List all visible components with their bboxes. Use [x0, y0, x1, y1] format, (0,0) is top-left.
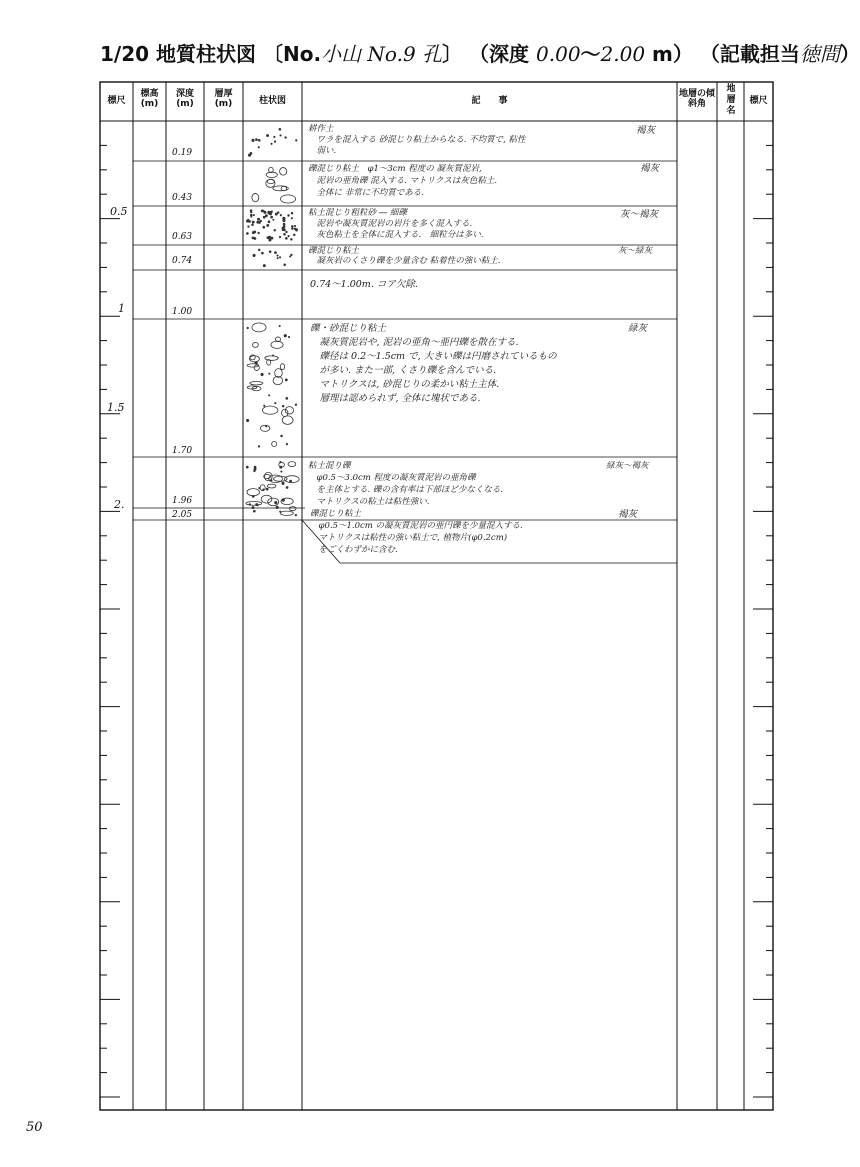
column-grain: [255, 361, 257, 363]
depth-label: （深度: [469, 42, 530, 66]
column-grain: [271, 480, 272, 481]
column-grain: [285, 379, 287, 381]
layer-description: 礫混じり粘土 φ1～3cm 程度の 凝灰質泥岩, 泥岩の亜角礫 混入する. マトリクスは灰色粘土. 全体に 非常に不均質である.: [308, 164, 498, 198]
depth-from: 0.00: [536, 42, 581, 66]
column-grain: [252, 507, 254, 509]
column-pebble: [280, 168, 287, 176]
column-pebble: [280, 195, 295, 203]
layer-color: 褐灰: [618, 509, 638, 520]
depth-value: 1.96: [172, 496, 193, 506]
scale-label: 0.5: [110, 205, 128, 218]
column-grain: [275, 213, 277, 215]
column-grain: [248, 226, 250, 228]
scale-label: 2.: [114, 498, 125, 511]
column-pebble: [267, 484, 276, 488]
column-pebble: [289, 507, 296, 511]
column-pebble: [249, 356, 259, 362]
column-pebble: [261, 495, 272, 503]
column-grain: [271, 237, 273, 239]
depth-sep: ～: [580, 42, 601, 66]
column-grain: [286, 487, 288, 489]
layer-color: 緑灰～褐灰: [606, 461, 649, 471]
column-grain: [277, 255, 278, 256]
column-grain: [252, 139, 254, 141]
column-grain: [253, 215, 254, 216]
column-pebble: [254, 365, 259, 370]
column-grain: [283, 219, 285, 221]
column-grain: [256, 139, 258, 141]
column-pebble: [253, 342, 259, 347]
column-grain: [279, 128, 281, 130]
column-grain: [291, 218, 292, 219]
column-pebble: [247, 364, 258, 367]
column-grain: [280, 466, 282, 468]
column-grain: [266, 134, 268, 136]
column-grain: [265, 426, 266, 427]
column-grain: [263, 489, 264, 490]
column-grain: [266, 488, 268, 490]
column-grain: [269, 239, 271, 241]
header-dip: 地層の傾斜角: [679, 89, 716, 109]
column-grain: [294, 228, 296, 230]
column-grain: [292, 228, 294, 230]
layer-description: 0.74～1.00m. コア欠除.: [310, 279, 418, 290]
layer-description: 礫混じり粘土 凝灰岩のくさり礫を少量含む 粘着性の強い粘土.: [308, 246, 501, 266]
column-grain: [288, 215, 290, 217]
column-grain: [291, 212, 293, 214]
column-grain: [271, 211, 273, 213]
column-grain: [275, 403, 276, 404]
column-grain: [269, 251, 271, 253]
column-grain: [286, 397, 288, 399]
column-grain: [272, 355, 273, 356]
recorder-name: 徳間: [799, 42, 840, 66]
depth-value: 2.05: [172, 510, 193, 520]
column-grain: [295, 514, 297, 516]
column-grain: [280, 461, 281, 462]
column-grain: [261, 373, 263, 375]
column-grain: [288, 336, 289, 337]
layer-color: 褐灰: [636, 125, 656, 136]
title-label: 地質柱状図: [156, 42, 257, 66]
column-grain: [280, 215, 281, 216]
column-grain: [249, 504, 251, 506]
column-pebble: [282, 416, 293, 424]
no-open: 〔No.: [263, 42, 322, 66]
column-grain: [264, 405, 265, 406]
column-grain: [252, 221, 254, 223]
column-pebble: [250, 382, 263, 385]
header-formation: 地層名: [726, 84, 736, 116]
layer-color: 褐灰: [640, 163, 660, 174]
header-column: 柱状図: [258, 96, 286, 106]
column-grain: [284, 335, 286, 337]
column-pebble: [285, 407, 293, 414]
header-description: 記 事: [471, 96, 508, 106]
column-grain: [295, 404, 296, 405]
layer-description: 礫混じり粘土 φ0.5～1.0cm の凝灰質泥岩の亜円礫を少量混入する. マトリクスは粘性の強い粘土で, 植物片(φ0.2cm) をごくわずかに含む.: [310, 509, 523, 555]
layer-color: 緑灰: [628, 323, 648, 334]
column-pebble: [274, 476, 288, 481]
layer-color: 灰～緑灰: [618, 246, 653, 256]
column-grain: [265, 215, 267, 217]
column-grain: [258, 232, 260, 234]
header-thickness: 層厚 (m): [214, 89, 233, 109]
column-grain: [296, 140, 297, 141]
column-pebble: [280, 511, 293, 515]
header-scale-right: 標尺: [749, 96, 768, 106]
column-grain: [257, 505, 258, 506]
layer-color: 灰～褐灰: [620, 209, 659, 220]
column-pebble: [288, 462, 296, 467]
column-grain: [291, 254, 292, 255]
layer-description: 礫・砂混じり粘土 凝灰質泥岩や, 泥岩の亜角～亜円礫を散在する. 礫径は 0.2～1.5cm で, 大きい礫は円磨されているもの が多い. また一部, くさり礫を含んでいる. マトリクスは, 砂混じりの柔かい粘土主体. 層理は認められず, 全体に塊状である.: [310, 323, 557, 404]
column-grain: [282, 405, 284, 407]
depth-to: 2.00: [600, 42, 646, 66]
column-grain: [268, 211, 270, 213]
column-grain: [262, 252, 264, 254]
hole-number: 小山 No.9 孔: [321, 42, 443, 66]
column-pebble: [273, 186, 288, 191]
column-grain: [252, 231, 254, 233]
column-pebble: [275, 369, 283, 378]
column-grain: [286, 443, 287, 444]
column-grain: [279, 325, 280, 326]
column-grain: [269, 395, 270, 396]
column-grain: [283, 225, 285, 227]
column-grain: [280, 511, 281, 512]
recorder-close: ）: [839, 42, 860, 66]
column-grain: [291, 239, 293, 241]
column-grain: [263, 210, 264, 211]
column-grain: [258, 146, 259, 147]
column-grain: [248, 154, 250, 156]
column-grain: [251, 216, 252, 217]
column-grain: [284, 264, 286, 266]
column-pebble: [246, 502, 262, 506]
column-pebble: [282, 409, 288, 416]
column-grain: [281, 471, 282, 472]
column-grain: [247, 419, 249, 421]
column-grain: [258, 249, 260, 251]
column-grain: [249, 221, 251, 223]
column-grain: [274, 141, 275, 142]
column-grain: [274, 136, 275, 137]
column-grain: [258, 221, 259, 222]
column-pebble: [267, 179, 274, 183]
column-grain: [294, 225, 295, 226]
column-pebble: [272, 441, 277, 446]
column-grain: [286, 231, 288, 233]
column-grain: [247, 233, 249, 235]
column-grain: [258, 446, 259, 447]
depth-unit: m）: [652, 42, 693, 66]
column-pebble: [265, 356, 278, 361]
column-grain: [290, 256, 291, 257]
column-grain: [291, 226, 293, 228]
recorder-label: （記載担当: [699, 42, 800, 66]
column-pebble: [252, 193, 259, 201]
column-grain: [277, 212, 279, 214]
column-grain: [250, 211, 251, 212]
column-grain: [271, 143, 272, 144]
column-grain: [277, 258, 278, 259]
column-grain: [274, 229, 276, 231]
scale-label: 1: [118, 302, 125, 315]
column-grain: [282, 482, 284, 484]
depth-value: 0.63: [172, 232, 193, 242]
column-grain: [253, 254, 255, 256]
column-grain: [268, 221, 270, 223]
column-grain: [263, 265, 265, 267]
column-grain: [280, 135, 281, 136]
column-grain: [263, 226, 265, 228]
column-grain: [275, 501, 277, 503]
column-grain: [252, 495, 254, 497]
header-scale-left: 標尺: [107, 96, 126, 106]
column-grain: [285, 137, 287, 139]
column-grain: [282, 499, 284, 501]
column-grain: [285, 237, 287, 239]
column-grain: [283, 223, 285, 225]
column-grain: [293, 234, 295, 236]
column-grain: [259, 487, 260, 488]
header-elevation: 標高 (m): [140, 89, 159, 109]
column-grain: [279, 236, 280, 237]
column-pebble: [262, 406, 278, 414]
column-grain: [253, 510, 255, 512]
column-pebble: [271, 341, 283, 348]
column-grain: [288, 235, 289, 236]
depth-value: 1.00: [172, 307, 193, 317]
scale-ratio: 1/20: [100, 42, 150, 66]
column-grain: [254, 238, 256, 240]
column-pebble: [247, 489, 259, 496]
column-grain: [269, 373, 270, 374]
column-grain: [276, 506, 278, 508]
column-grain: [296, 230, 297, 231]
column-grain: [260, 220, 262, 222]
column-grain: [254, 468, 256, 470]
column-grain: [284, 233, 286, 235]
layer-description: 粘土混り礫 φ0.5～3.0cm 程度の凝灰質泥岩の亜角礫 を主体とする. 礫の含有率は下部ほど少なくなる. マトリクスの粘土は粘性強い.: [308, 461, 504, 507]
column-grain: [273, 219, 274, 220]
column-grain: [246, 466, 248, 468]
column-grain: [267, 224, 269, 226]
depth-value: 1.70: [172, 446, 193, 456]
column-grain: [290, 480, 292, 482]
no-close: 〕: [442, 42, 463, 66]
depth-value: 0.43: [172, 193, 193, 203]
scale-label: 1.5: [107, 401, 125, 414]
column-grain: [279, 257, 280, 258]
column-grain: [281, 435, 283, 437]
depth-value: 0.19: [172, 148, 193, 158]
column-grain: [258, 139, 260, 141]
page-number: 50: [26, 1120, 43, 1135]
layer-description: 耕作土 ワラを混入する 砂混じり粘土からなる. 不均質で, 粘性 弱い.: [308, 124, 526, 156]
column-pebble: [280, 364, 284, 370]
column-grain: [267, 237, 269, 239]
column-grain: [271, 216, 273, 218]
column-grain: [252, 224, 254, 226]
header-depth: 深度 (m): [175, 89, 194, 109]
column-grain: [247, 327, 248, 328]
column-grain: [257, 218, 259, 220]
column-grain: [246, 220, 248, 222]
depth-value: 0.74: [172, 256, 193, 266]
column-grain: [263, 216, 265, 218]
column-grain: [275, 252, 277, 254]
column-pebble: [252, 323, 266, 332]
layer-description: 粘土混じり粗粒砂 ― 細礫 泥岩や凝灰質泥岩の岩片を多く混入する. 灰色粘土を全体に混入する. 細粒分は多い.: [308, 208, 484, 240]
